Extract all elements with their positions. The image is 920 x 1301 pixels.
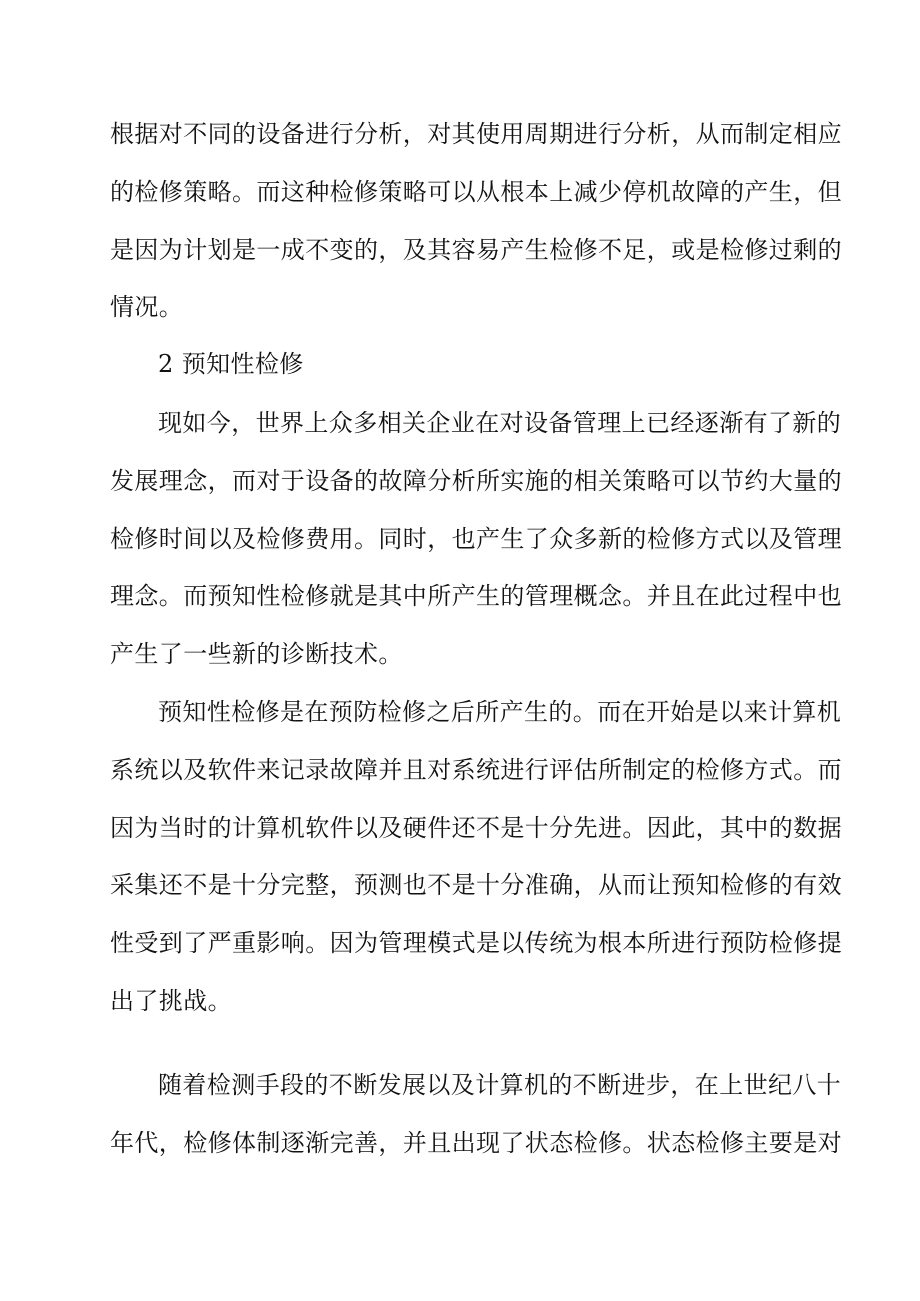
- paragraph-line: 的检修策略。而这种检修策略可以从根本上减少停机故障的产生，但: [110, 178, 842, 206]
- paragraph-line: 预知性检修是在预防检修之后所产生的。而在开始是以来计算机: [158, 698, 842, 726]
- paragraph-line: 情况。: [110, 293, 184, 321]
- paragraph-line: 采集还不是十分完整，预测也不是十分准确，从而让预知检修的有效: [110, 871, 842, 899]
- paragraph-line: 系统以及软件来记录故障并且对系统进行评估所制定的检修方式。而: [110, 756, 842, 784]
- paragraph-line: 检修时间以及检修费用。同时，也产生了众多新的检修方式以及管理: [110, 525, 842, 553]
- paragraph-line: 年代，检修体制逐渐完善，并且出现了状态检修。状态检修主要是对: [110, 1129, 842, 1157]
- paragraph-line: 出了挑战。: [110, 987, 232, 1015]
- paragraph-line: 随着检测手段的不断发展以及计算机的不断进步，在上世纪八十: [158, 1071, 842, 1099]
- paragraph-line: 理念。而预知性检修就是其中所产生的管理概念。并且在此过程中也: [110, 582, 842, 610]
- paragraph-line: 发展理念，而对于设备的故障分析所实施的相关策略可以节约大量的: [110, 467, 842, 495]
- paragraph-line: 根据对不同的设备进行分析，对其使用周期进行分析，从而制定相应: [110, 120, 842, 148]
- paragraph-line: 现如今，世界上众多相关企业在对设备管理上已经逐渐有了新的: [158, 409, 842, 437]
- paragraph-line: 性受到了严重影响。因为管理模式是以传统为根本所进行预防检修提: [110, 929, 842, 957]
- paragraph-line: 是因为计划是一成不变的，及其容易产生检修不足，或是检修过剩的: [110, 236, 842, 264]
- paragraph-line: 产生了一些新的诊断技术。: [110, 640, 403, 668]
- section-heading: 2 预知性检修: [158, 350, 304, 378]
- paragraph-line: 因为当时的计算机软件以及硬件还不是十分先进。因此，其中的数据: [110, 814, 842, 842]
